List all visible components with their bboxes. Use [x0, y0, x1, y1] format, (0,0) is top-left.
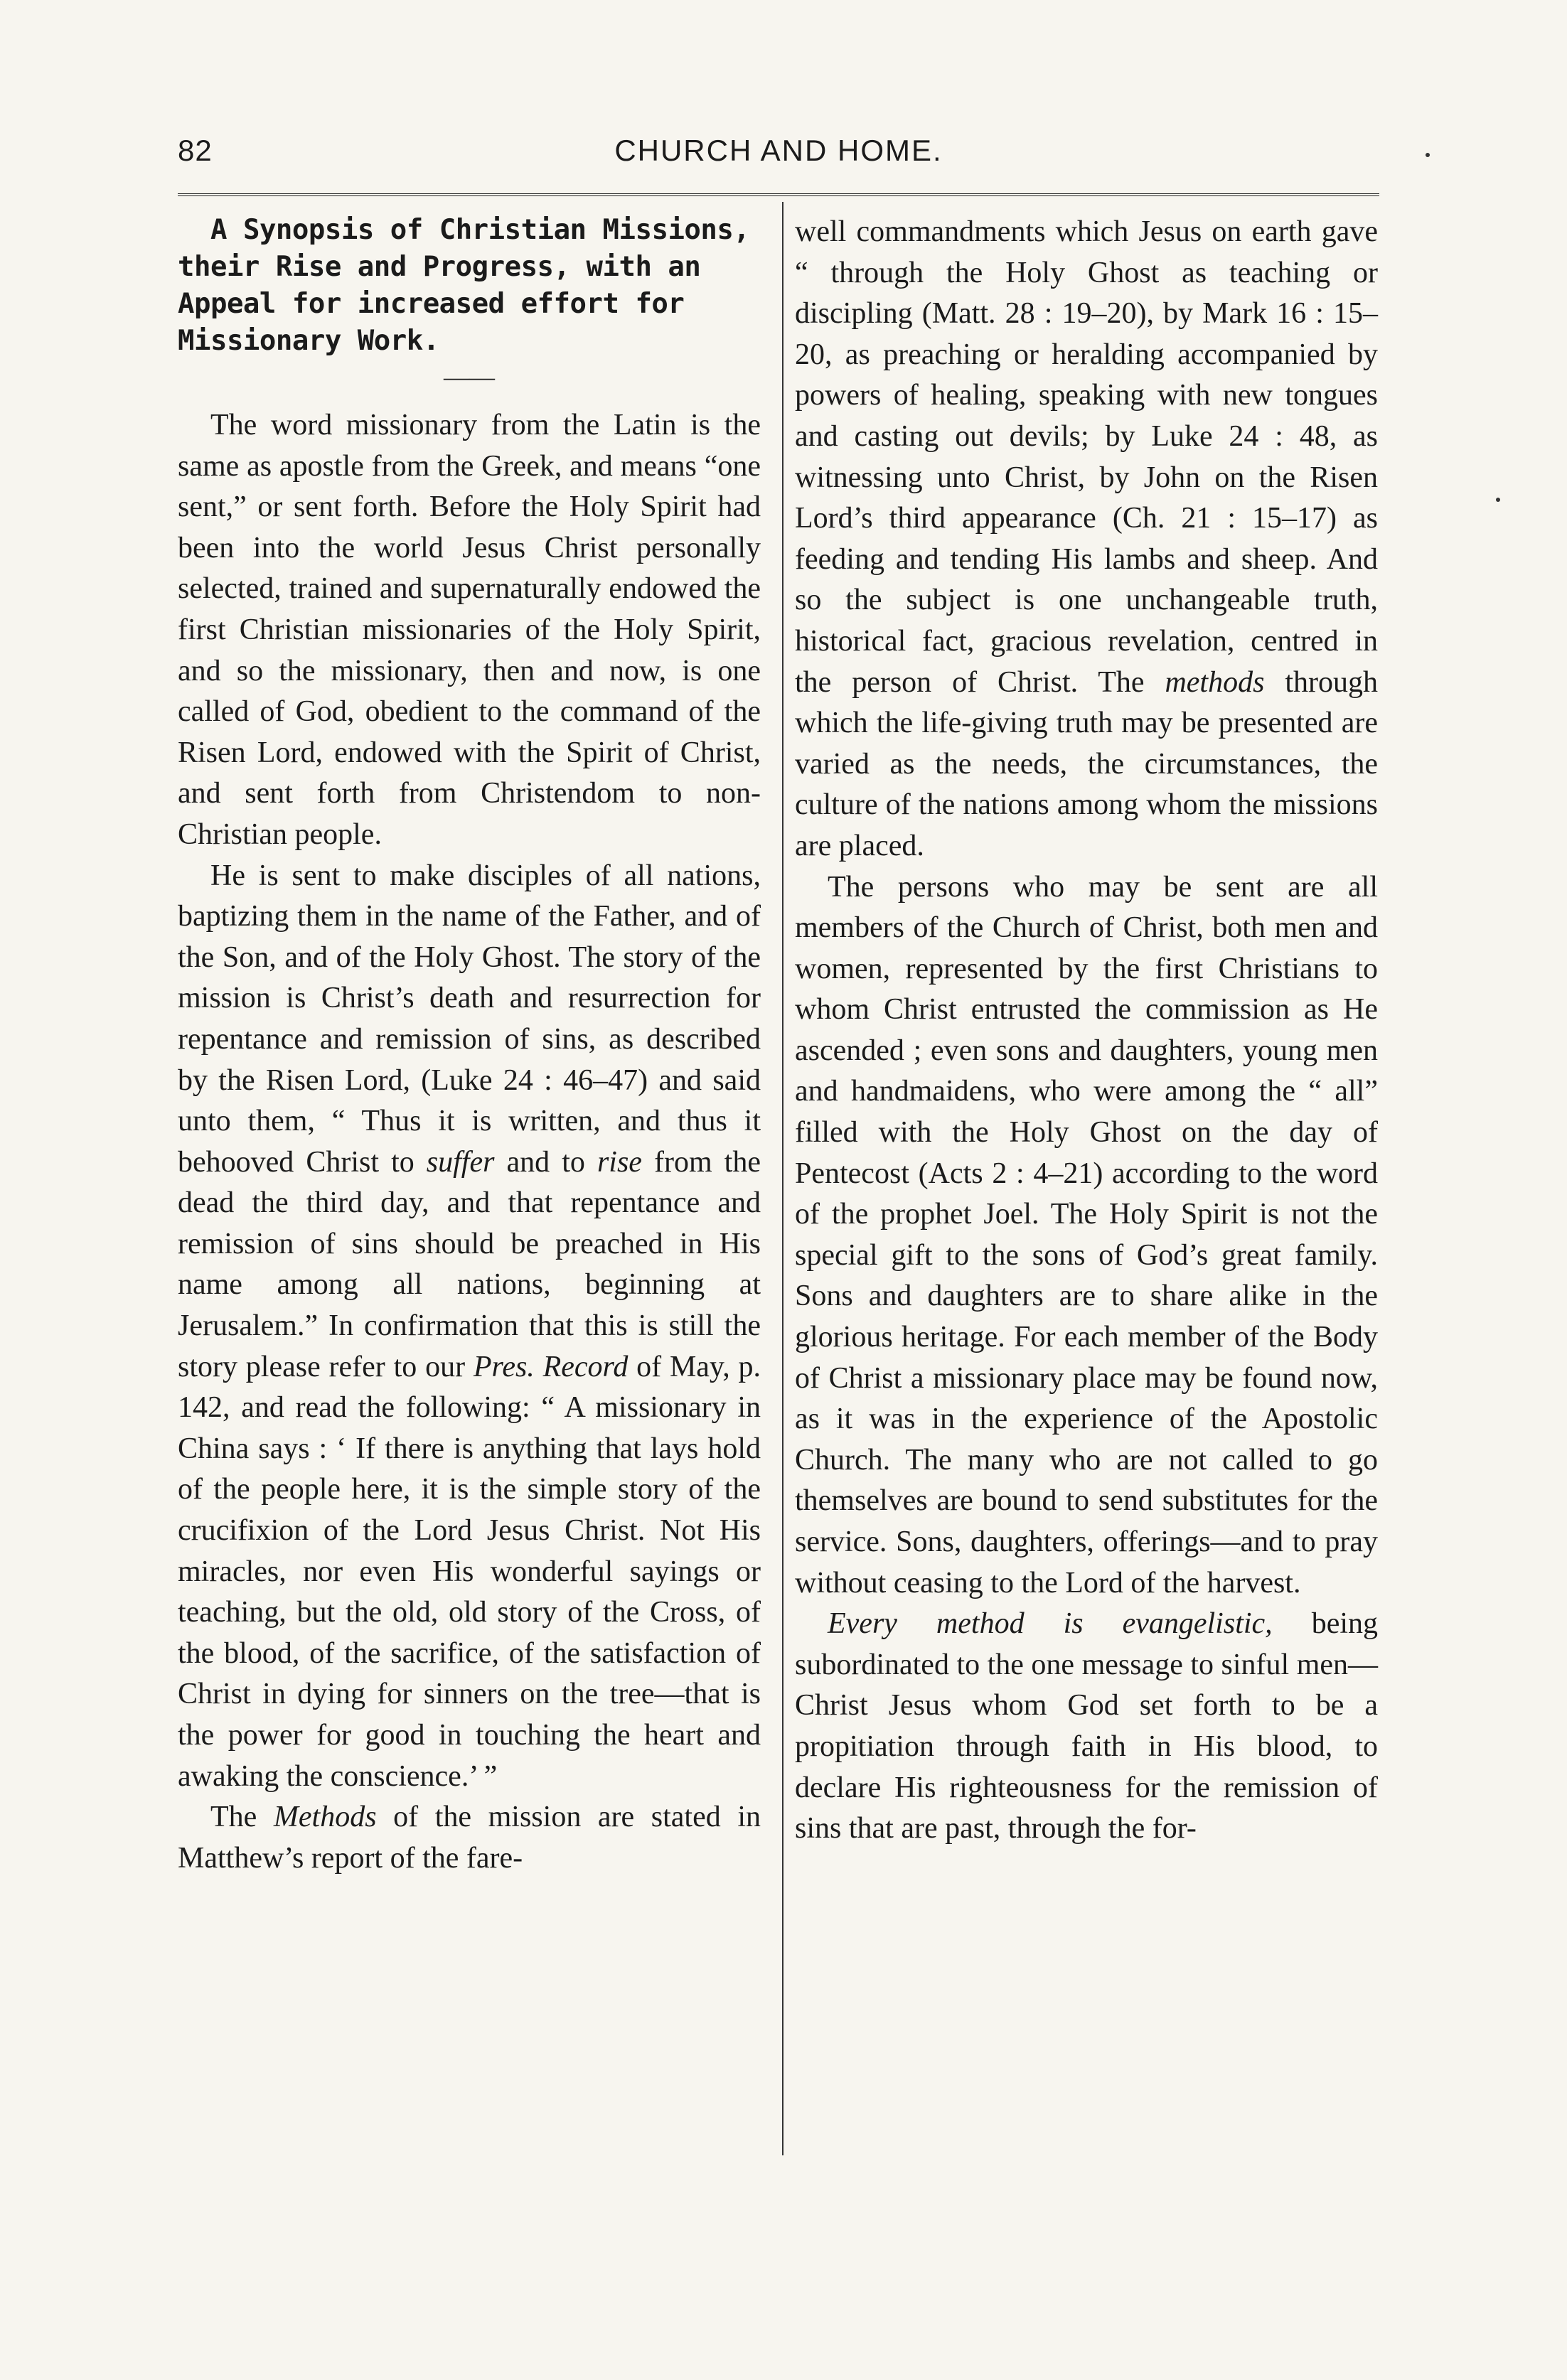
text-run: The: [210, 1801, 274, 1834]
paragraph: The persons who may be sent are all members of the Church of Christ, both men and women, represented by the first Christians to whom Christ entrusted the commission as He ascended ; even sons and daughters, young men and handmaidens, who were among the “ all” filled with the Holy Ghost on the day of Pentecost (Acts 2 : 4–21) according to the word of the prophet Joel. The Holy Spirit is not the special gift to the sons of God’s great family. Sons and daughters are to share alike in the glorious heritage. For each member of the Body of Christ a missionary place may be found now, as it was in the experience of the Apostolic Church. The many who are not called to go themselves are bound to send substitutes for the service. Sons, daughters, offerings—and to pray without ceasing to the Lord of the harvest.: [795, 870, 1378, 1599]
text-run: from the dead the third day, and that repentance and remission of sins should be preached in His name among all nations, beginning at Jerusalem.” In confirmation that this is still the story please refer to our: [178, 1145, 761, 1383]
paragraph: [178, 856, 761, 1798]
text-run: being subordinated to the one message to sinful men—Christ Jesus whom God set forth to be a propitiation through faith in His blood, to declare His righteousness for the remission of sins that are past, through the for-: [795, 1607, 1379, 1845]
text-run: and to: [494, 1145, 597, 1179]
italic-word: methods: [1165, 665, 1265, 699]
left-column: [178, 212, 761, 1879]
paragraph: [178, 1797, 761, 1879]
article-title: A Synopsis of Christian Missions, their Rise and Progress, with an Appeal for increased effort for Missionary Work.: [178, 214, 750, 357]
paragraph: The word missionary from the Latin is the same as apostle from the Greek, and means “one sent,” or sent forth. Before the Holy Spirit had been into the world Jesus Christ personally selected, trained and supernaturally endowed the first Christian missionaries of the Holy Spirit, and so the missionary, then and now, is one called of God, obedient to the command of the Risen Lord, endowed with the Spirit of Christ, and sent forth from Christendom to non-Christian people.: [178, 409, 761, 851]
title-divider: ——: [444, 363, 495, 391]
print-speck: [1496, 498, 1500, 502]
text-run: through which the life-giving truth may be presented are varied as the needs, the circumstances, the culture of the nations among whom the missions are placed.: [795, 665, 1378, 862]
text-run: of May, p. 142, and read the following: “ A missionary in China says : ‘ If there is anything that lays hold of the people here, it is the simple story of the crucifixion of the Lord Jesus Christ. Not His miracles, nor even His wonderful sayings or teaching, but the old, old story of the Cross, of the blood, of the sacrifice, of the satisfaction of Christ in dying for sinners on the tree—that is the power for good in touching the heart and awaking the conscience.’ ”: [178, 1350, 761, 1793]
right-column: [795, 212, 1378, 1850]
paragraph: [795, 212, 1378, 867]
text-run: well commandments which Jesus on earth gave “ through the Holy Ghost as teaching or discipling (Matt. 28 : 19–20), by Mark 16 : 15–20, as preaching or heralding accompanied by powers of healing, speaking with new tongues and casting out devils; by Luke 24 : 48, as witnessing unto Christ, by John on the Risen Lord’s third appearance (Ch. 21 : 15–17) as feeding and tending His lambs and sheep. And so the subject is one unchangeable truth, historical fact, gracious revelation, centred in the person of Christ. The: [795, 215, 1378, 699]
italic-word: suffer: [426, 1145, 495, 1179]
publication-title: Pres. Record: [473, 1350, 629, 1383]
text-run: of the mission are stated in Matthew’s report of the fare-: [178, 1801, 761, 1875]
text-run: He is sent to make disciples of all nations, baptizing them in the name of the Father, and of the Son, and of the Holy Ghost. The story of the mission is Christ’s death and resurrection for repentance and remission of sins, as described by the Risen Lord, (Luke 24 : 46–47) and said unto them, “ Thus it is written, and thus it behooved Christ to: [178, 859, 761, 1179]
running-title: CHURCH AND HOME.: [614, 134, 943, 167]
paragraph: [795, 1604, 1378, 1850]
print-speck: [1426, 153, 1430, 157]
italic-lead: Every method is evangelistic,: [828, 1607, 1273, 1641]
running-head: [178, 134, 1379, 176]
page-number: 82: [178, 134, 213, 167]
italic-word: Methods: [273, 1801, 377, 1834]
column-divider: [782, 202, 784, 2155]
italic-word: rise: [597, 1145, 642, 1179]
header-rule: [178, 193, 1379, 196]
